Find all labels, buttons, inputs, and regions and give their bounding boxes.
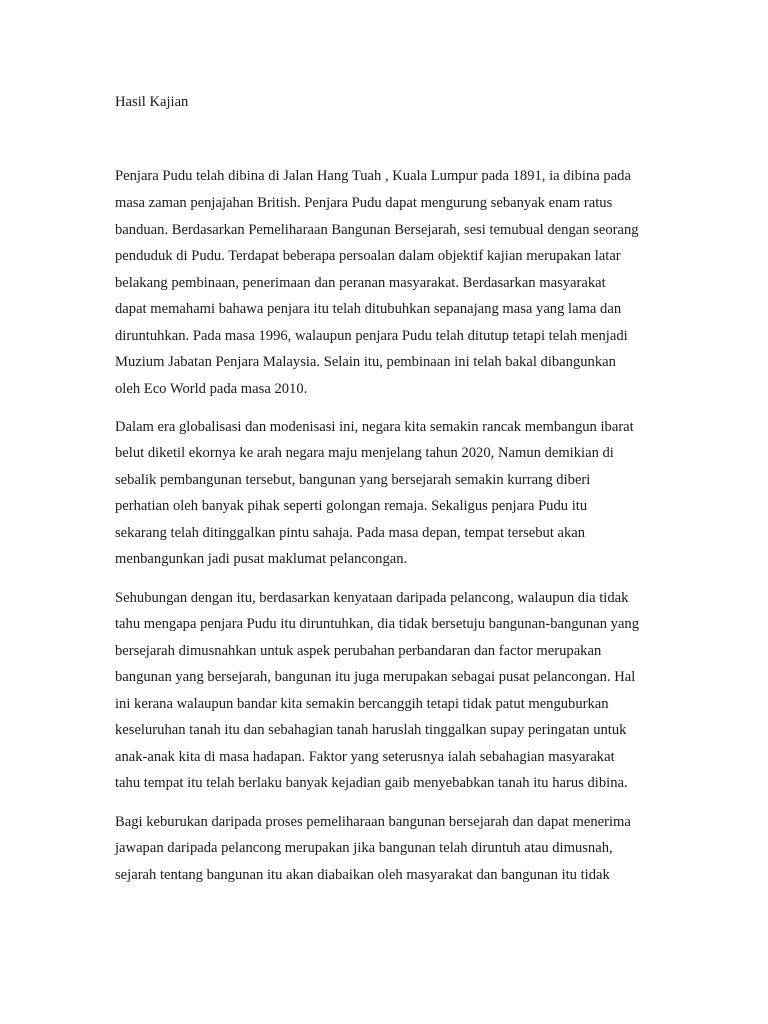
paragraph-1-line-7: diruntuhkan. Pada masa 1996, walaupun penjara Pudu telah ditutup tetapi telah menjadi [115,328,628,344]
paragraph-2-line-6: menbangunkan jadi pusat maklumat pelancongan. [115,551,408,567]
paragraph-1-line-1: Penjara Pudu telah dibina di Jalan Hang Tuah , Kuala Lumpur pada 1891, ia dibina pada [115,168,631,184]
paragraph-2-line-4: perhatian oleh banyak pihak seperti golongan remaja. Sekaligus penjara Pudu itu [115,498,588,514]
paragraph-3-line-8: tahu tempat itu telah berlaku banyak kejadian gaib menyebabkan tanah itu harus dibina. [115,775,628,791]
paragraph-2-line-2: belut diketil ekornya ke arah negara maju menjelang tahun 2020, Namun demikian di [115,445,614,461]
paragraph-2-line-3: sebalik pembangunan tersebut, bangunan yang bersejarah semakin kurrang diberi [115,472,591,488]
paragraph-1-line-4: penduduk di Pudu. Terdapat beberapa persoalan dalam objektif kajian merupakan latar [115,248,621,264]
paragraph-3-line-1: Sehubungan dengan itu, berdasarkan kenyataan daripada pelancong, walaupun dia tidak [115,590,629,606]
paragraph-2-line-1: Dalam era globalisasi dan modenisasi ini, negara kita semakin rancak membangun ibarat [115,419,634,435]
paragraph-1-line-9: oleh Eco World pada masa 2010. [115,381,308,397]
paragraph-4-line-2: jawapan daripada pelancong merupakan jika bangunan telah diruntuh atau dimusnah, [115,840,613,856]
paragraph-3-line-4: bangunan yang bersejarah, bangunan itu juga merupakan sebagai pusat pelancongan. Hal [115,669,636,685]
paragraph-1-line-6: dapat memahami bahawa penjara itu telah ditubuhkan sepanajang masa yang lama dan [115,301,622,317]
paragraph-4-line-3: sejarah tentang bangunan itu akan diabaikan oleh masyarakat dan bangunan itu tidak [115,867,610,883]
paragraph-1-line-8: Muzium Jabatan Penjara Malaysia. Selain itu, pembinaan ini telah bakal dibangunkan [115,354,616,370]
paragraph-3-line-6: keseluruhan tanah itu dan sebahagian tanah haruslah tinggalkan supay peringatan untuk [115,722,627,738]
paragraph-2-line-5: sekarang telah ditinggalkan pintu sahaja. Pada masa depan, tempat tersebut akan [115,525,586,541]
paragraph-3-line-5: ini kerana walaupun bandar kita semakin bercanggih tetapi tidak patut menguburkan [115,696,609,712]
paragraph-4-line-1: Bagi keburukan daripada proses pemeliharaan bangunan bersejarah dan dapat menerima [115,814,631,830]
paragraph-3-line-7: anak-anak kita di masa hadapan. Faktor yang seterusnya ialah sebahagian masyarakat [115,749,615,765]
document-title: Hasil Kajian [115,94,189,110]
paragraph-1-line-3: banduan. Berdasarkan Pemeliharaan Bangunan Bersejarah, sesi temubual dengan seorang [115,222,639,238]
paragraph-1-line-5: belakang pembinaan, penerimaan dan peranan masyarakat. Berdasarkan masyarakat [115,275,606,291]
paragraph-3-line-3: bersejarah dimusnahkan untuk aspek perubahan perbandaran dan factor merupakan [115,643,602,659]
paragraph-1-line-2: masa zaman penjajahan British. Penjara Pudu dapat mengurung sebanyak enam ratus [115,195,613,211]
paragraph-3-line-2: tahu mengapa penjara Pudu itu diruntuhkan, dia tidak bersetuju bangunan-bangunan yang [115,616,640,632]
